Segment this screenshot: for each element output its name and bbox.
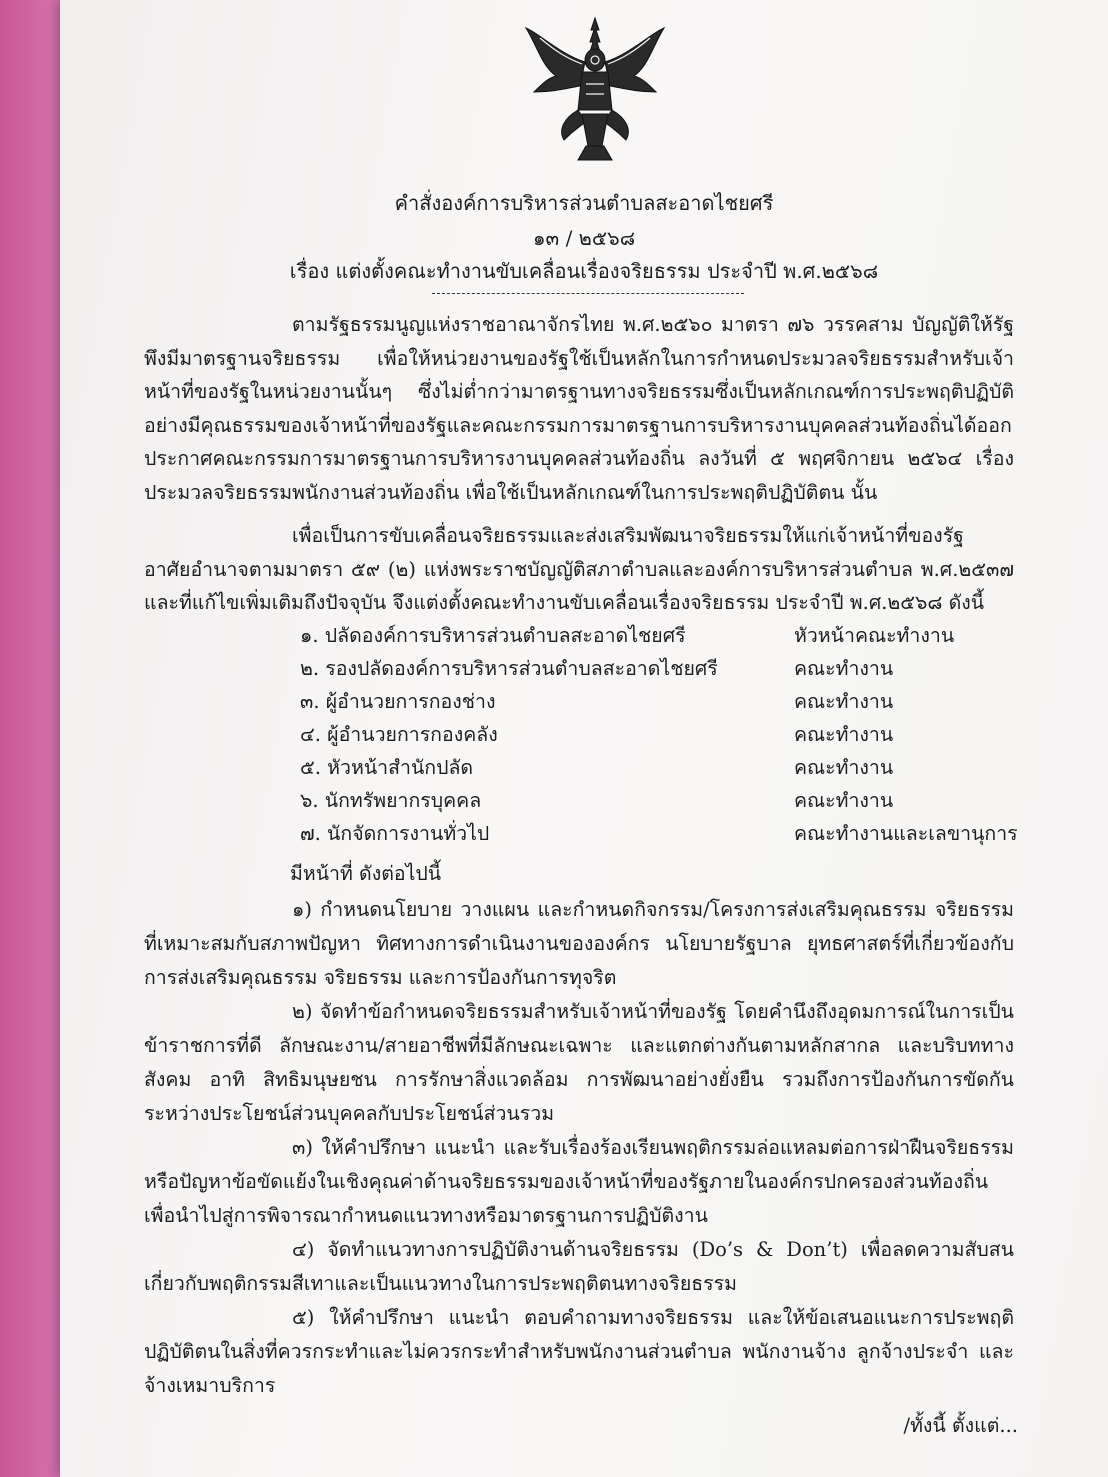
member-name: ๒. รองปลัดองค์การบริหารส่วนตำบลสะอาดไชยศรี [300, 657, 718, 680]
paragraph-constitution: ตามรัฐธรรมนูญแห่งราชอาณาจักรไทย พ.ศ.๒๕๖๐ มาตรา ๗๖ วรรคสาม บัญญัติให้รัฐพึงมีมาตรฐานจริยธรรม เพื่อให้หน่วยงานของรัฐใช้เป็นหลักในการกำหนดประมวลจริยธรรมสำหรับเจ้าหน้าที่ของรัฐในหน่วยงานนั้นๆ ซึ่งไม่ต่ำกว่ามาตรฐานทางจริยธรรมซึ่งเป็นหลักเกณฑ์การประพฤติปฏิบัติอย่างมีคุณธรรมของเจ้าหน้าที่ของรัฐและคณะกรรมการมาตรฐานการบริหารงานบุคคลส่วนท้องถิ่นได้ออกประกาศคณะกรรมการมาตรฐานการบริหารงานบุคคลส่วนท้องถิ่น ลงวันที่ ๕ พฤศจิกายน ๒๕๖๔ เรื่อง ประมวลจริยธรรมพนักงานส่วนท้องถิ่น เพื่อใช้เป็นหลักเกณฑ์ในการประพฤติปฏิบัติตน นั้น [144, 313, 1014, 504]
member-name: ๓. ผู้อำนวยการกองช่าง [300, 690, 496, 713]
paragraph-appointment: เพื่อเป็นการขับเคลื่อนจริยธรรมและส่งเสริมพัฒนาจริยธรรมให้แก่เจ้าหน้าที่ของรัฐ อาศัยอำนาจตามมาตรา ๕๙ (๒) แห่งพระราชบัญญัติสภาตำบลและองค์การบริหารส่วนตำบล พ.ศ.๒๕๓๗ และที่แก้ไขเพิ่มเติมถึงปัจจุบัน จึงแต่งตั้งคณะทำงานขับเคลื่อนเรื่องจริยธรรม ประจำปี พ.ศ.๒๕๖๘ ดังนี้ [144, 524, 1014, 614]
member-role: คณะทำงานและเลขานุการ [794, 822, 1018, 845]
duty-item: ๑) กำหนดนโยบาย วางแผน และกำหนดกิจกรรม/โครงการส่งเสริมคุณธรรม จริยธรรม ที่เหมาะสมกับสภาพปัญหา ทิศทางการดำเนินงานขององค์กร นโยบายรัฐบาล ยุทธศาสตร์ที่เกี่ยวข้องกับการส่งเสริมคุณธรรม จริยธรรม และการป้องกันการทุจริต [144, 898, 1014, 989]
member-role: คณะทำงาน [794, 723, 894, 746]
member-row [300, 653, 1020, 686]
continuation-note: /ทั้งนี้ ตั้งแต่... [903, 1414, 1018, 1437]
member-role: คณะทำงาน [794, 789, 894, 812]
member-name: ๔. ผู้อำนวยการกองคลัง [300, 723, 498, 746]
duty-item: ๒) จัดทำข้อกำหนดจริยธรรมสำหรับเจ้าหน้าที่ของรัฐ โดยคำนึงถึงอุดมการณ์ในการเป็นข้าราชการที่ดี ลักษณะงาน/สายอาชีพที่มีลักษณะเฉพาะ และแตกต่างกันตามหลักสากล และบริบททางสังคม อาทิ สิทธิมนุษยชน การรักษาสิ่งแวดล้อม การพัฒนาอย่างยั่งยืน รวมถึงการป้องกันการขัดกันระหว่างประโยชน์ส่วนบุคคลกับประโยชน์ส่วนรวม [144, 1000, 1014, 1125]
member-role: คณะทำงาน [794, 690, 894, 713]
member-row [300, 752, 1020, 785]
member-name: ๗. นักจัดการงานทั่วไป [300, 822, 490, 845]
member-row [300, 620, 1020, 653]
member-name: ๑. ปลัดองค์การบริหารส่วนตำบลสะอาดไชยศรี [300, 624, 686, 647]
garuda-emblem-icon [520, 14, 670, 164]
member-role: คณะทำงาน [794, 756, 894, 779]
member-list [300, 620, 1020, 851]
separator-line [432, 293, 744, 294]
member-row [300, 686, 1020, 719]
duty-item: ๔) จัดทำแนวทางการปฏิบัติงานด้านจริยธรรม (Do’s & Don’t) เพื่อลดความสับสนเกี่ยวกับพฤติกรรมสีเทาและเป็นแนวทางในการประพฤติตนทางจริยธรรม [144, 1238, 1014, 1295]
member-name: ๖. นักทรัพยากรบุคคล [300, 789, 482, 812]
member-name: ๕. หัวหน้าสำนักปลัด [300, 756, 474, 779]
duties-heading: มีหน้าที่ ดังต่อไปนี้ [290, 862, 442, 885]
duty-item: ๕) ให้คำปรึกษา แนะนำ ตอบคำถามทางจริยธรรม และให้ข้อเสนอแนะการประพฤติปฏิบัติตนในสิ่งที่ควรกระทำและไม่ควรกระทำสำหรับพนักงานส่วนตำบล พนักงานจ้าง ลูกจ้างประจำ และจ้างเหมาบริการ [144, 1306, 1014, 1397]
duties-list [144, 893, 1014, 1403]
order-subject: เรื่อง แต่งตั้งคณะทำงานขับเคลื่อนเรื่องจริยธรรม ประจำปี พ.ศ.๒๕๖๘ [289, 259, 879, 283]
member-row [300, 719, 1020, 752]
member-role: คณะทำงาน [794, 657, 894, 680]
order-number: ๑๓ / ๒๕๖๘ [532, 226, 636, 250]
duty-item: ๓) ให้คำปรึกษา แนะนำ และรับเรื่องร้องเรียนพฤติกรรมล่อแหลมต่อการฝ่าฝืนจริยธรรมหรือปัญหาข้อขัดแย้งในเชิงคุณค่าด้านจริยธรรมของเจ้าหน้าที่ของรัฐภายในองค์กรปกครองส่วนท้องถิ่น เพื่อนำไปสู่การพิจารณากำหนดแนวทางหรือมาตรฐานการปฏิบัติงาน [144, 1136, 1014, 1227]
order-title: คำสั่งองค์การบริหารส่วนตำบลสะอาดไชยศรี [394, 191, 774, 215]
document-page [60, 0, 1108, 1477]
member-row [300, 818, 1020, 851]
member-role: หัวหน้าคณะทำงาน [794, 624, 955, 647]
member-row [300, 785, 1020, 818]
